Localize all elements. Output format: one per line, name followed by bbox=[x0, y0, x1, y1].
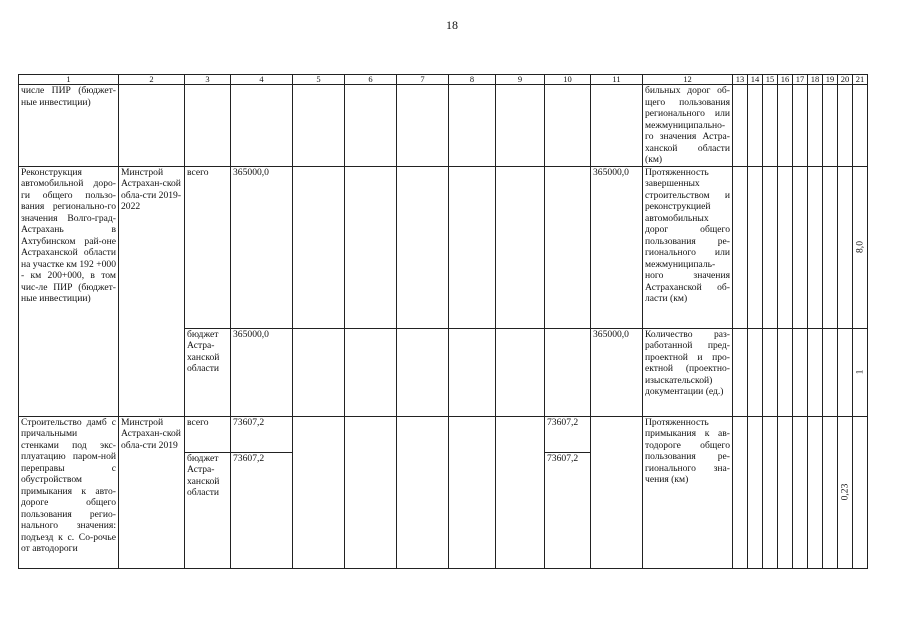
cell-value: 365000,0 bbox=[591, 328, 643, 416]
cell bbox=[545, 328, 591, 416]
table-row bbox=[19, 85, 868, 167]
cell bbox=[345, 328, 397, 416]
cell-indicator: Количество раз-работанной пред-проектной и про-ектной (проектно-изыскательской) документации (ед.) bbox=[643, 328, 733, 416]
cell-value: 73607,2 bbox=[231, 416, 293, 452]
rotated-value: 8,0 bbox=[854, 241, 866, 253]
cell bbox=[748, 166, 763, 328]
cell bbox=[838, 166, 853, 328]
cell bbox=[808, 85, 823, 167]
col-header: 11 bbox=[591, 75, 643, 85]
cell bbox=[748, 85, 763, 167]
cell bbox=[449, 166, 496, 328]
cell bbox=[823, 85, 838, 167]
cell bbox=[763, 416, 778, 568]
cell-executor: Минстрой Астрахан-ской обла-сти 2019 bbox=[119, 416, 185, 568]
cell bbox=[853, 416, 868, 568]
cell bbox=[733, 416, 748, 568]
cell bbox=[763, 166, 778, 328]
cell bbox=[733, 85, 748, 167]
col-header: 4 bbox=[231, 75, 293, 85]
col-header: 2 bbox=[119, 75, 185, 85]
cell bbox=[763, 328, 778, 416]
cell bbox=[733, 166, 748, 328]
cell bbox=[808, 166, 823, 328]
table-row bbox=[19, 416, 868, 452]
col-header: 5 bbox=[293, 75, 345, 85]
cell-target-value bbox=[838, 416, 853, 568]
cell bbox=[778, 328, 793, 416]
cell bbox=[823, 416, 838, 568]
cell bbox=[808, 328, 823, 416]
cell bbox=[823, 328, 838, 416]
cell-indicator: Протяженность завершенных строительством и реконструкцией автомобильных дорог общего пользования ре-гионального или межмуниципаль-ного значения Астраханской об-ласти (км) bbox=[643, 166, 733, 328]
cell bbox=[591, 416, 643, 568]
col-header: 17 bbox=[793, 75, 808, 85]
cell-indicator: бильных дорог об-щего пользования регионального или межмуниципально-го значения Астра-ханской области (км) bbox=[643, 85, 733, 167]
cell bbox=[496, 416, 545, 568]
cell bbox=[793, 328, 808, 416]
cell-executor: Минстрой Астрахан-ской обла-сти 2019-2022 bbox=[119, 166, 185, 416]
cell bbox=[793, 166, 808, 328]
table-row bbox=[19, 166, 868, 328]
cell bbox=[748, 416, 763, 568]
cell bbox=[808, 416, 823, 568]
cell-value: 365000,0 bbox=[231, 328, 293, 416]
cell-source: бюджет Астра-ханской области bbox=[185, 452, 231, 568]
col-header: 20 bbox=[838, 75, 853, 85]
cell bbox=[778, 166, 793, 328]
cell bbox=[293, 85, 345, 167]
cell bbox=[397, 328, 449, 416]
col-header: 18 bbox=[808, 75, 823, 85]
cell bbox=[449, 85, 496, 167]
col-header: 3 bbox=[185, 75, 231, 85]
cell bbox=[823, 166, 838, 328]
rotated-value: 0,23 bbox=[839, 483, 851, 501]
cell bbox=[345, 166, 397, 328]
cell bbox=[293, 166, 345, 328]
cell bbox=[397, 416, 449, 568]
cell bbox=[545, 85, 591, 167]
col-header: 21 bbox=[853, 75, 868, 85]
cell bbox=[449, 416, 496, 568]
cell-value: 365000,0 bbox=[231, 166, 293, 328]
cell-name: Строительство дамб с причальными стенками под экс-плуатацию паром-ной переправы с обустройством примыкания к авто-дороге общего пользования регио-нального значения: подъезд к с. Со-рочье от автодороги bbox=[19, 416, 119, 568]
cell bbox=[345, 416, 397, 568]
col-header: 6 bbox=[345, 75, 397, 85]
cell bbox=[496, 166, 545, 328]
cell bbox=[793, 416, 808, 568]
col-header: 19 bbox=[823, 75, 838, 85]
cell bbox=[397, 85, 449, 167]
col-header: 14 bbox=[748, 75, 763, 85]
cell bbox=[793, 85, 808, 167]
cell bbox=[778, 85, 793, 167]
cell bbox=[778, 416, 793, 568]
col-header: 8 bbox=[449, 75, 496, 85]
col-header: 9 bbox=[496, 75, 545, 85]
cell bbox=[748, 328, 763, 416]
cell-value: 73607,2 bbox=[545, 452, 591, 568]
data-table bbox=[18, 74, 868, 569]
cell bbox=[293, 328, 345, 416]
cell bbox=[496, 85, 545, 167]
cell bbox=[733, 328, 748, 416]
cell-source: всего bbox=[185, 166, 231, 328]
cell bbox=[449, 328, 496, 416]
cell-source: бюджет Астра-ханской области bbox=[185, 328, 231, 416]
col-header: 10 bbox=[545, 75, 591, 85]
cell bbox=[853, 85, 868, 167]
col-header: 7 bbox=[397, 75, 449, 85]
page-number: 18 bbox=[446, 18, 458, 32]
cell bbox=[293, 416, 345, 568]
cell-target-value bbox=[853, 166, 868, 328]
cell bbox=[119, 85, 185, 167]
cell-indicator: Протяженность примыкания к ав-тодороге общего пользования ре-гионального зна-чения (км) bbox=[643, 416, 733, 568]
cell bbox=[545, 166, 591, 328]
col-header: 16 bbox=[778, 75, 793, 85]
cell-value: 73607,2 bbox=[545, 416, 591, 452]
rotated-value: 1 bbox=[854, 369, 866, 375]
header-row bbox=[19, 75, 868, 85]
cell bbox=[345, 85, 397, 167]
cell bbox=[838, 85, 853, 167]
cell bbox=[231, 85, 293, 167]
cell-value: 73607,2 bbox=[231, 452, 293, 568]
cell bbox=[591, 85, 643, 167]
cell-value: 365000,0 bbox=[591, 166, 643, 328]
cell bbox=[185, 85, 231, 167]
cell bbox=[397, 166, 449, 328]
cell-name: Реконструкция автомобильной доро-ги общего пользо-вания регионально-го значения Волго-град-Астрахань в Ахтубинском рай-оне Астраханской области на участке км 192 +000 - км 200+000, в том чис-ле ПИР (бюджет-ные инвестиции) bbox=[19, 166, 119, 416]
col-header: 13 bbox=[733, 75, 748, 85]
cell bbox=[496, 328, 545, 416]
cell bbox=[838, 328, 853, 416]
cell-target-value bbox=[853, 328, 868, 416]
col-header: 12 bbox=[643, 75, 733, 85]
col-header: 1 bbox=[19, 75, 119, 85]
cell-source: всего bbox=[185, 416, 231, 452]
cell-name: числе ПИР (бюджет-ные инвестиции) bbox=[19, 85, 119, 167]
col-header: 15 bbox=[763, 75, 778, 85]
cell bbox=[763, 85, 778, 167]
